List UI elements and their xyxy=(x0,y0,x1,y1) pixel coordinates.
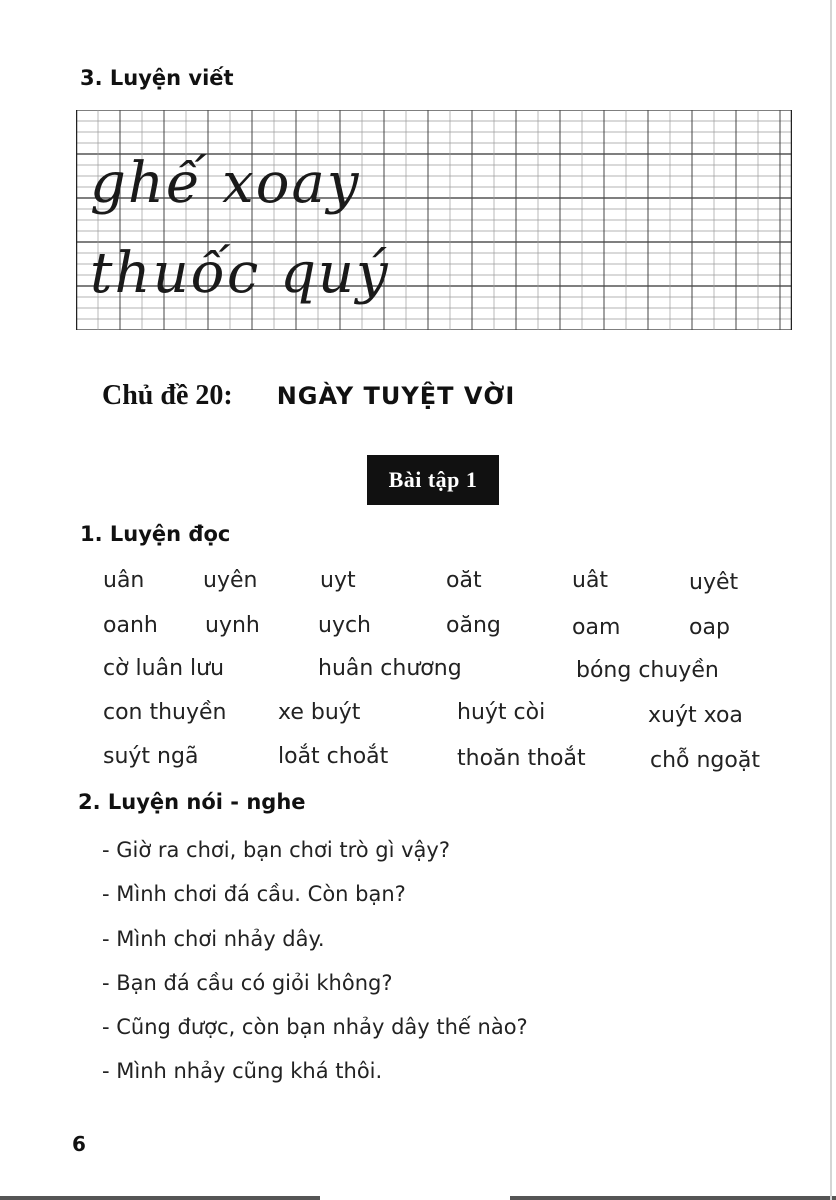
reading-word: loắt choắt xyxy=(278,744,389,769)
reading-word: oam xyxy=(572,615,621,640)
reading-word: uât xyxy=(572,568,609,593)
reading-word: uych xyxy=(318,613,372,638)
reading-word: uyt xyxy=(320,568,356,593)
reading-word: chỗ ngoặt xyxy=(650,748,760,773)
reading-word: con thuyền xyxy=(103,700,227,725)
reading-word: xe buýt xyxy=(278,700,361,725)
scan-edge-bottom-right xyxy=(510,1196,836,1200)
reading-word: xuýt xoa xyxy=(648,703,743,728)
reading-heading: 1. Luyện đọc xyxy=(80,522,231,546)
dialogue-line: - Mình chơi đá cầu. Còn bạn? xyxy=(102,882,406,906)
reading-word: huân chương xyxy=(318,656,462,681)
page-number: 6 xyxy=(72,1132,86,1156)
scan-edge-right xyxy=(830,0,832,1200)
dialogue-line: - Mình chơi nhảy dây. xyxy=(102,927,325,951)
writing-heading: 3. Luyện viết xyxy=(80,66,234,90)
dialogue-line: - Giờ ra chơi, bạn chơi trò gì vậy? xyxy=(102,838,450,862)
scan-edge-bottom-left xyxy=(0,1196,320,1200)
topic-header xyxy=(102,380,515,412)
reading-word: oăng xyxy=(446,613,501,638)
exercise-badge: Bài tập 1 xyxy=(367,455,499,505)
reading-word: cờ luân lưu xyxy=(103,656,225,681)
reading-word: uyên xyxy=(203,568,258,593)
dialogue-line: - Mình nhảy cũng khá thôi. xyxy=(102,1059,383,1083)
reading-word: oăt xyxy=(446,568,482,593)
reading-word: oanh xyxy=(103,613,158,638)
reading-word: huýt còi xyxy=(457,700,546,725)
reading-word: suýt ngã xyxy=(103,744,199,769)
cursive-line-2: thuốc quý xyxy=(90,241,390,306)
reading-word: oap xyxy=(689,615,730,640)
reading-word: bóng chuyền xyxy=(576,658,719,683)
dialogue-line: - Cũng được, còn bạn nhảy dây thế nào? xyxy=(102,1015,528,1039)
handwriting-grid xyxy=(76,110,792,330)
reading-word: uynh xyxy=(205,613,260,638)
reading-word: uân xyxy=(103,568,145,593)
reading-word: uyêt xyxy=(689,570,739,595)
topic-label: Chủ đề 20: xyxy=(102,380,233,411)
dialogue-line: - Bạn đá cầu có giỏi không? xyxy=(102,971,393,995)
topic-title: NGÀY TUYỆT VỜI xyxy=(276,382,516,410)
cursive-line-1: ghế xoay xyxy=(90,151,361,216)
reading-word: thoăn thoắt xyxy=(457,746,586,771)
speaking-heading: 2. Luyện nói - nghe xyxy=(78,790,306,814)
